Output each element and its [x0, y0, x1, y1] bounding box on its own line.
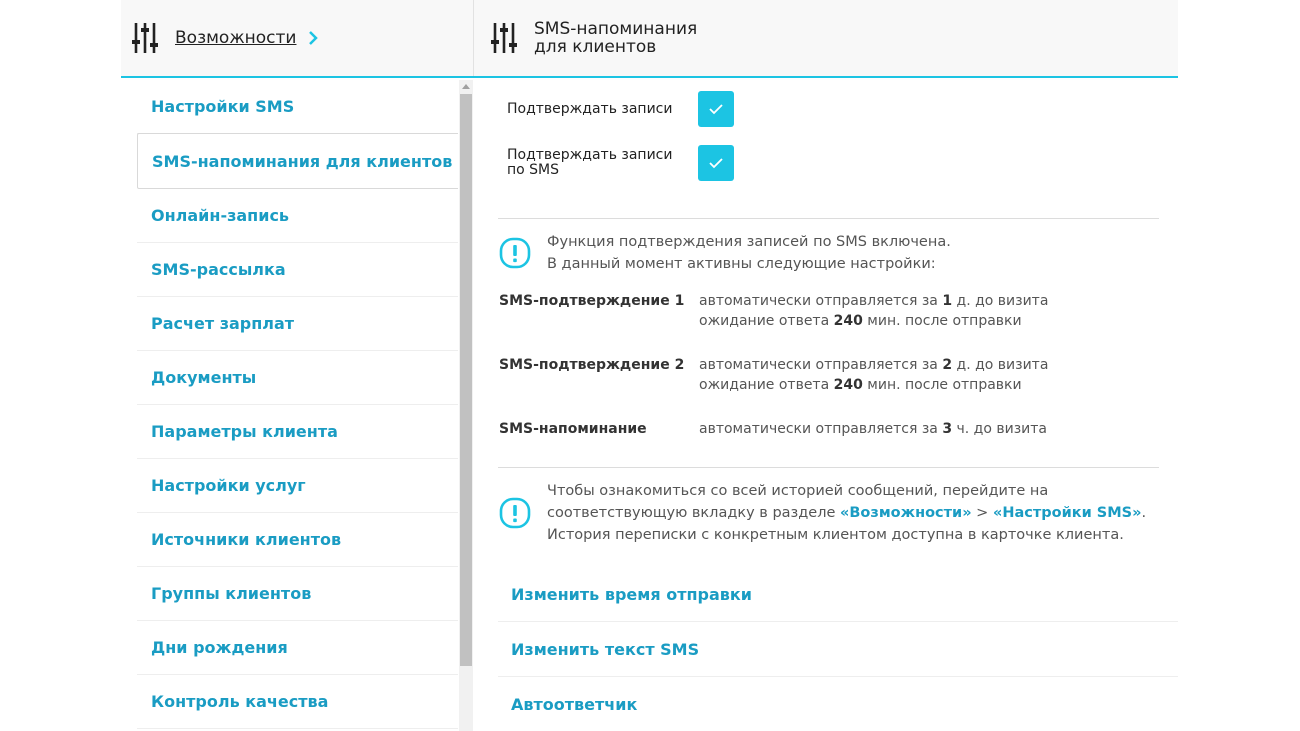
sidebar-item-birthdays[interactable]: Дни рождения: [137, 621, 458, 675]
param-name: SMS-подтверждение 1: [499, 293, 685, 309]
confirm-records-checkbox[interactable]: [698, 91, 734, 127]
param-text: д. до визита: [952, 357, 1049, 373]
param-text: автоматически отправляется за: [699, 421, 943, 437]
param-value-line: [699, 311, 1048, 331]
param-number: 240: [833, 313, 863, 329]
param-number: 240: [833, 377, 863, 393]
param-number: 3: [942, 421, 953, 437]
sidebar-item-client-groups[interactable]: Группы клиентов: [137, 567, 458, 621]
header: [121, 0, 1178, 78]
mixer-icon: [490, 21, 518, 55]
change-send-time-link[interactable]: Изменить время отправки: [498, 568, 1178, 622]
app-frame: [121, 0, 1178, 731]
info-line: В данный момент активны следующие настройки:: [547, 256, 936, 272]
info-line: История переписки с конкретным клиентом доступна в карточке клиента.: [547, 527, 1124, 543]
sidebar-item-client-params[interactable]: Параметры клиента: [137, 405, 458, 459]
param-text: ч. до визита: [952, 421, 1048, 437]
info-exclamation-icon: [499, 497, 531, 529]
confirm-sms-label-line1: Подтверждать записи: [507, 147, 673, 163]
info-line: [547, 502, 1146, 524]
divider: [498, 467, 1159, 468]
param-value-line: [699, 375, 1048, 395]
param-value-line: [699, 291, 1048, 311]
param-text: д. до визита: [952, 293, 1049, 309]
info-line: Чтобы ознакомиться со всей историей сообщений, перейдите на: [547, 483, 1049, 499]
scroll-thumb[interactable]: [460, 94, 472, 666]
sms-confirmation-info: [547, 231, 951, 275]
param-value-line: [699, 419, 1047, 439]
change-sms-text-link[interactable]: Изменить текст SMS: [498, 623, 1178, 677]
header-right: [474, 0, 1178, 76]
divider: [498, 218, 1159, 219]
param-text: автоматически отправляется за: [699, 357, 943, 373]
autoresponder-link[interactable]: Автоответчик: [498, 678, 1178, 731]
sidebar-item-quality-control[interactable]: Контроль качества: [137, 675, 458, 729]
param-text: мин. после отправки: [862, 377, 1022, 393]
sidebar-item-sms-settings[interactable]: Настройки SMS: [137, 80, 458, 134]
info-exclamation-icon: [499, 237, 531, 269]
param-text: ожидание ответа: [699, 377, 834, 393]
param-name: SMS-напоминание: [499, 421, 647, 437]
mixer-icon: [131, 21, 159, 55]
header-left: [121, 0, 474, 76]
param-text: мин. после отправки: [862, 313, 1022, 329]
page-title-line1: SMS-напоминания: [534, 19, 698, 39]
page-title: [534, 20, 734, 56]
message-history-info: [547, 480, 1146, 546]
info-line: Функция подтверждения записей по SMS включена.: [547, 234, 951, 250]
info-separator: >: [971, 505, 993, 521]
param-text: ожидание ответа: [699, 313, 834, 329]
chevron-right-icon[interactable]: [308, 30, 318, 46]
param-value: [699, 291, 1048, 331]
page-title-line2: для клиентов: [534, 37, 657, 57]
breadcrumb-features-link[interactable]: Возможности: [175, 28, 297, 48]
confirm-records-label: Подтверждать записи: [507, 101, 673, 117]
sms-settings-link[interactable]: «Настройки SMS»: [992, 505, 1142, 521]
scroll-up-arrow-icon[interactable]: [462, 84, 470, 89]
sidebar-item-documents[interactable]: Документы: [137, 351, 458, 405]
checkmark-icon: [708, 157, 724, 169]
param-name: SMS-подтверждение 2: [499, 357, 685, 373]
sidebar-item-client-sources[interactable]: Источники клиентов: [137, 513, 458, 567]
checkmark-icon: [708, 103, 724, 115]
param-number: 1: [942, 293, 953, 309]
info-text: соответствующую вкладку в разделе: [547, 505, 841, 521]
sidebar-item-sms-reminders[interactable]: SMS-напоминания для клиентов: [137, 133, 458, 189]
sidebar-item-online-booking[interactable]: Онлайн-запись: [137, 189, 458, 243]
sidebar-nav: [137, 80, 458, 731]
sidebar-scrollbar[interactable]: [459, 80, 473, 731]
param-value: [699, 419, 1047, 439]
confirm-sms-checkbox[interactable]: [698, 145, 734, 181]
sidebar-item-payroll[interactable]: Расчет зарплат: [137, 297, 458, 351]
param-number: 2: [942, 357, 953, 373]
param-value-line: [699, 355, 1048, 375]
sidebar-item-service-settings[interactable]: Настройки услуг: [137, 459, 458, 513]
param-text: автоматически отправляется за: [699, 293, 943, 309]
features-link[interactable]: «Возможности»: [840, 505, 972, 521]
info-text: .: [1141, 505, 1147, 521]
sidebar-item-sms-mailing[interactable]: SMS-рассылка: [137, 243, 458, 297]
confirm-sms-label: [507, 148, 672, 178]
param-value: [699, 355, 1048, 395]
confirm-sms-label-line2: по SMS: [507, 162, 560, 178]
